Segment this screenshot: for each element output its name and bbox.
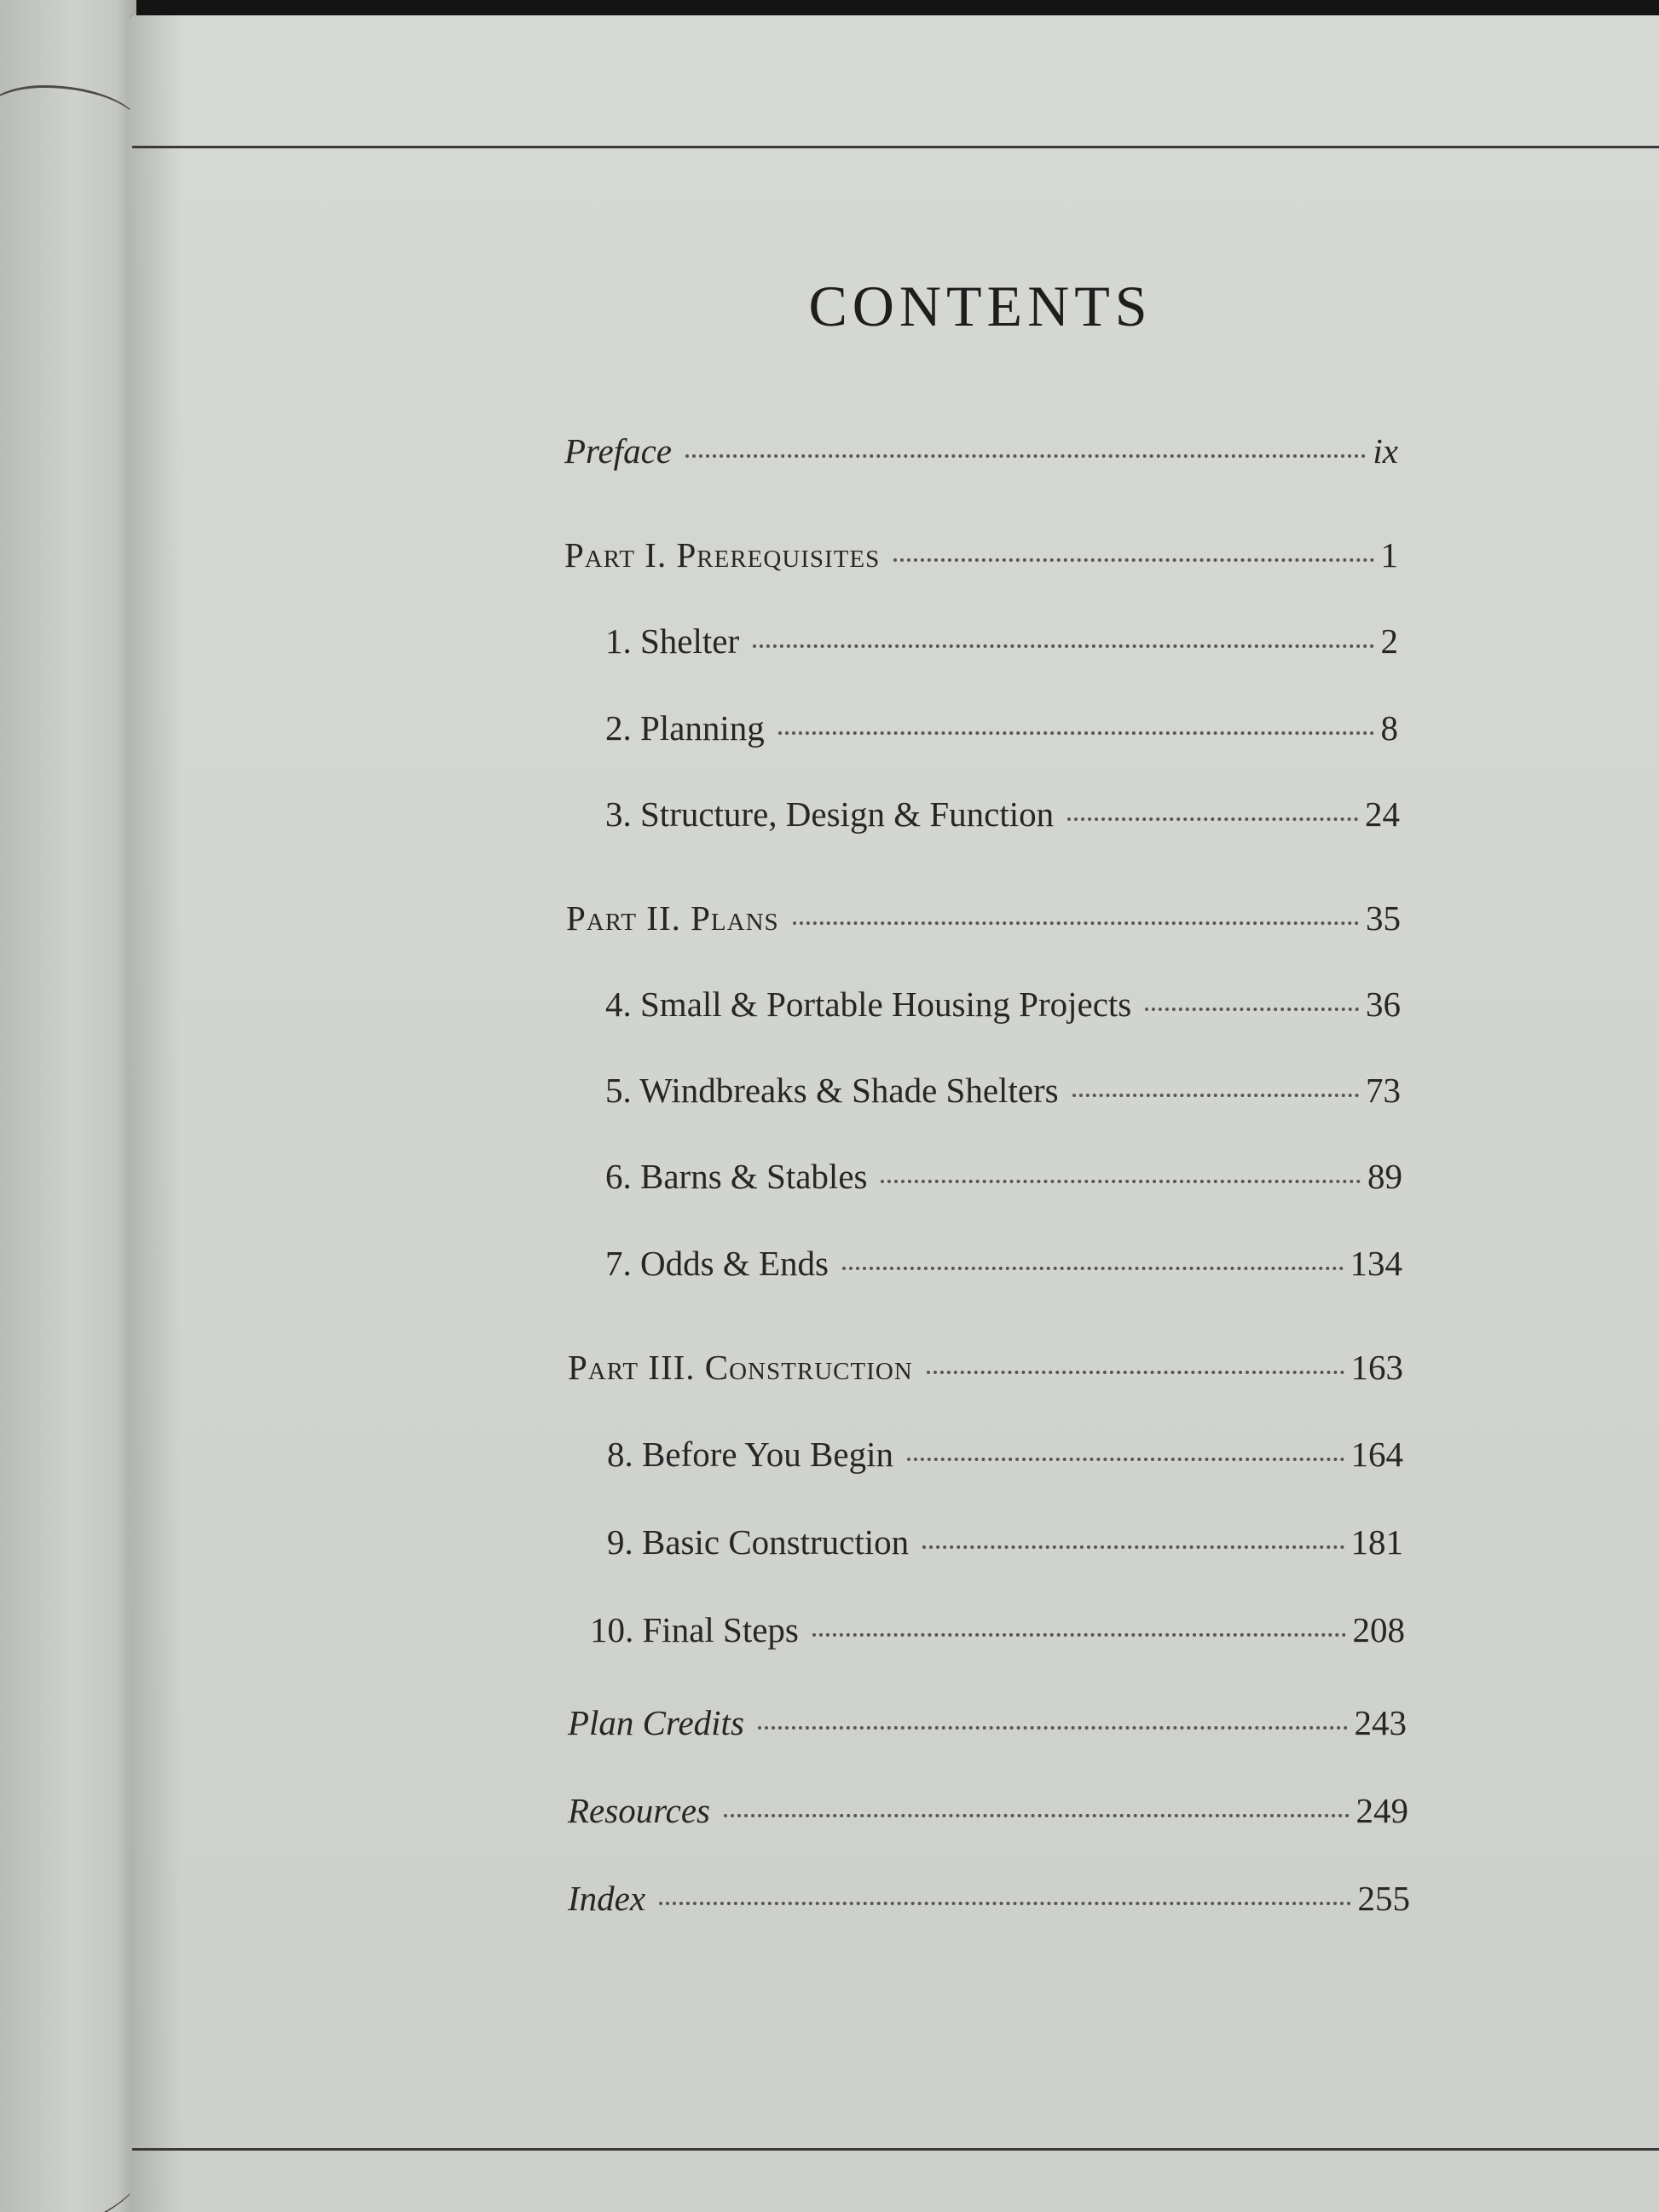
toc-entry-page-number: 134 <box>1350 1244 1402 1283</box>
toc-entry-title: Index <box>568 1879 646 1918</box>
toc-entry <box>568 1702 1407 1743</box>
toc-entry-title: Part III. Construction <box>568 1348 913 1387</box>
dot-leader <box>812 1633 1346 1637</box>
toc-entry <box>568 1878 1410 1919</box>
dot-leader <box>758 1726 1348 1730</box>
toc-entry-page-number: ix <box>1373 431 1398 471</box>
toc-entry-title: 6. Barns & Stables <box>605 1157 868 1196</box>
toc-entry <box>607 1434 1403 1475</box>
toc-entry-page-number: 255 <box>1357 1879 1410 1918</box>
dot-leader <box>907 1458 1344 1461</box>
toc-entry <box>566 898 1401 939</box>
toc-entry-title: Preface <box>564 431 672 471</box>
toc-entry <box>564 534 1398 575</box>
dot-leader <box>881 1180 1361 1183</box>
toc-entry <box>605 1070 1401 1111</box>
dot-leader <box>1145 1008 1359 1011</box>
page-title: CONTENTS <box>808 274 1153 338</box>
toc-entry-title: 1. Shelter <box>605 621 740 661</box>
dot-leader <box>685 454 1366 458</box>
toc-entry-page-number: 35 <box>1366 898 1401 938</box>
toc-entry-title: Part II. Plans <box>566 898 779 938</box>
toc-entry-title: Plan Credits <box>568 1703 744 1742</box>
toc-entry <box>605 621 1398 661</box>
toc-entry <box>605 794 1400 835</box>
toc-entry <box>590 1609 1405 1650</box>
toc-entry-page-number: 36 <box>1366 985 1401 1024</box>
toc-entry-page-number: 163 <box>1350 1348 1403 1387</box>
toc-entry <box>568 1347 1403 1388</box>
toc-entry <box>607 1522 1403 1562</box>
dot-leader <box>724 1814 1350 1817</box>
toc-entry-page-number: 1 <box>1380 535 1398 575</box>
toc-entry <box>564 430 1398 471</box>
dot-leader <box>1072 1094 1359 1097</box>
toc-entry-title: 7. Odds & Ends <box>605 1244 829 1283</box>
toc-entry <box>605 707 1398 748</box>
toc-entry <box>605 1156 1402 1197</box>
dot-leader <box>842 1267 1344 1270</box>
dot-leader <box>1067 817 1358 821</box>
toc-entry-page-number: 243 <box>1354 1703 1407 1742</box>
toc-entry-title: 8. Before You Begin <box>607 1435 893 1474</box>
toc-entry-page-number: 89 <box>1367 1157 1402 1196</box>
toc-entry-page-number: 181 <box>1350 1522 1403 1562</box>
toc-entry-page-number: 24 <box>1365 794 1400 834</box>
toc-entry-page-number: 2 <box>1380 621 1398 661</box>
toc-entry-title: 3. Structure, Design & Function <box>605 794 1055 834</box>
toc-entry <box>605 984 1401 1025</box>
toc-entry-title: 9. Basic Construction <box>607 1522 910 1562</box>
toc-entry <box>605 1243 1402 1284</box>
toc-entry-page-number: 164 <box>1350 1435 1403 1474</box>
toc-entry-title: 5. Windbreaks & Shade Shelters <box>605 1071 1059 1110</box>
dot-leader <box>922 1545 1344 1549</box>
toc-entry-page-number: 208 <box>1352 1610 1405 1649</box>
dot-leader <box>927 1371 1344 1374</box>
toc-entry-page-number: 73 <box>1366 1071 1401 1110</box>
dot-leader <box>893 558 1373 562</box>
dot-leader <box>778 731 1374 735</box>
toc-entry-title: Resources <box>568 1791 710 1830</box>
toc-entry-page-number: 249 <box>1356 1791 1408 1830</box>
toc-entry-page-number: 8 <box>1380 708 1398 748</box>
toc-entry <box>568 1790 1408 1831</box>
toc-entry-title: Part I. Prerequisites <box>564 535 881 575</box>
dot-leader <box>659 1902 1350 1905</box>
dot-leader <box>793 921 1359 925</box>
dot-leader <box>753 644 1373 648</box>
toc-entry-title: 2. Planning <box>605 708 765 748</box>
toc-entry-title: 10. Final Steps <box>590 1610 799 1649</box>
toc-entry-title: 4. Small & Portable Housing Projects <box>605 985 1132 1024</box>
